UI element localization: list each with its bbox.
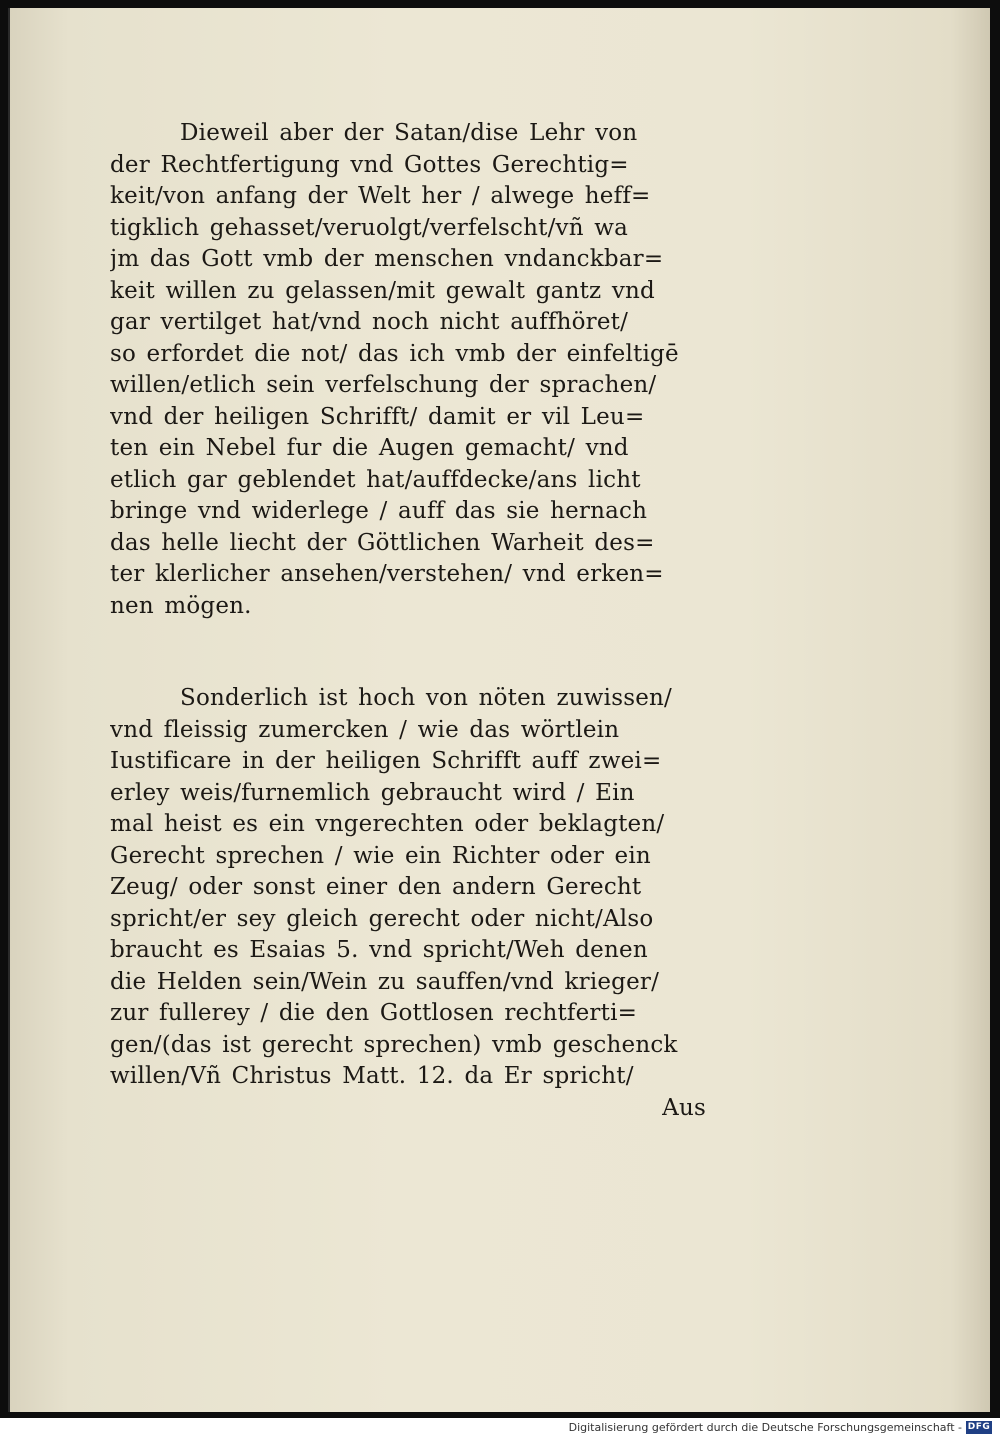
text-line: willen/Vñ Christus Matt. 12. da Er spricht/ bbox=[110, 1063, 634, 1089]
text-line: ter klerlicher ansehen/verstehen/ vnd erken= bbox=[110, 561, 664, 587]
text-line: Dieweil aber der Satan/dise Lehr von bbox=[180, 120, 638, 146]
catchword: Aus bbox=[662, 1094, 706, 1121]
paragraph-1 bbox=[110, 118, 720, 622]
text-line: ten ein Nebel fur die Augen gemacht/ vnd bbox=[110, 435, 629, 461]
text-line: jm das Gott vmb der menschen vndanckbar= bbox=[110, 246, 664, 272]
text-line: Iustificare in der heiligen Schrifft auff zwei= bbox=[110, 748, 662, 774]
text-line: Gerecht sprechen / wie ein Richter oder ein bbox=[110, 842, 651, 869]
text-line: braucht es Esaias 5. vnd spricht/Weh denen bbox=[110, 937, 648, 963]
text-line: gar vertilget hat/vnd noch nicht auffhöret/ bbox=[110, 309, 629, 335]
text-line: vnd der heiligen Schrifft/ damit er vil Leu= bbox=[110, 403, 645, 430]
text-line: nen mögen. bbox=[110, 592, 252, 619]
text-line: willen/etlich sein verfelschung der sprachen/ bbox=[110, 372, 657, 398]
text-line: zur fullerey / die den Gottlosen rechtferti= bbox=[110, 1000, 638, 1026]
text-line: das helle liecht der Göttlichen Warheit des= bbox=[110, 529, 655, 556]
text-line: bringe vnd widerlege / auff das sie hernach bbox=[110, 498, 648, 524]
text-line: keit/von anfang der Welt her / alwege heff= bbox=[110, 183, 651, 209]
text-line: keit willen zu gelassen/mit gewalt gantz vnd bbox=[110, 277, 655, 304]
text-line: die Helden sein/Wein zu sauffen/vnd krieger/ bbox=[110, 968, 660, 995]
text-line: Zeug/ oder sonst einer den andern Gerecht bbox=[110, 874, 642, 900]
book-page bbox=[8, 8, 990, 1412]
text-line: erley weis/furnemlich gebraucht wird / Ein bbox=[110, 779, 635, 806]
footer-bar bbox=[0, 1418, 1000, 1437]
paragraph-2 bbox=[110, 683, 720, 1124]
text-line: etlich gar geblendet hat/auffdecke/ans licht bbox=[110, 466, 641, 493]
text-line: gen/(das ist gerecht sprechen) vmb geschenck bbox=[110, 1031, 678, 1058]
text-line: spricht/er sey gleich gerecht oder nicht/Also bbox=[110, 905, 654, 932]
text-line: Sonderlich ist hoch von nöten zuwissen/ bbox=[180, 685, 672, 711]
text-line: der Rechtfertigung vnd Gottes Gerechtig= bbox=[110, 151, 629, 178]
funding-credit: Digitalisierung gefördert durch die Deutsche Forschungsgemeinschaft - bbox=[568, 1421, 962, 1434]
text-line: tigklich gehasset/veruolgt/verfelscht/vñ wa bbox=[110, 214, 629, 241]
text-line: vnd fleissig zumercken / wie das wörtlein bbox=[110, 716, 620, 743]
text-line: so erfordet die not/ das ich vmb der einfeltigē bbox=[110, 340, 679, 367]
text-line: mal heist es ein vngerechten oder beklagten/ bbox=[110, 811, 665, 837]
dfg-logo-icon[interactable]: DFG bbox=[967, 1422, 991, 1432]
